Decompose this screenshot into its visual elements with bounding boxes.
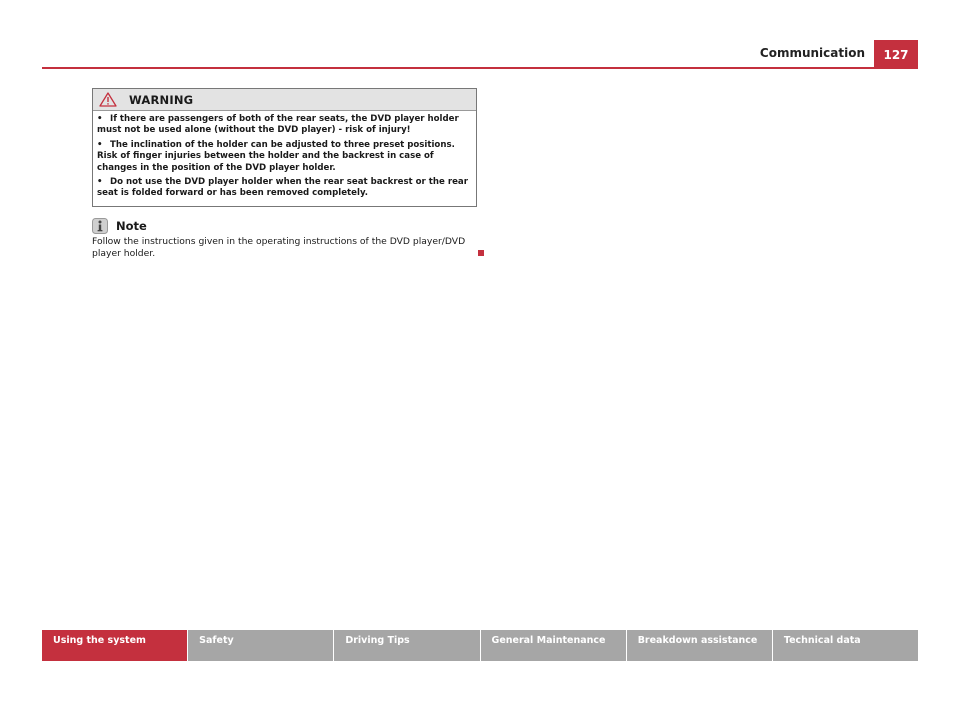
footer-tab-safety[interactable]: Safety <box>188 630 333 661</box>
warning-item-text: If there are passengers of both of the rear seats, the DVD player holder must not be used alone (without the DVD player) - risk of injury! <box>97 114 459 136</box>
footer-tab-general-maintenance[interactable]: General Maintenance <box>481 630 626 661</box>
bullet: • <box>97 139 103 150</box>
warning-header <box>93 89 476 111</box>
bullet: • <box>97 114 103 124</box>
warning-item <box>97 177 472 200</box>
info-icon <box>92 218 108 234</box>
bullet: • <box>97 177 103 188</box>
warning-item <box>97 140 472 174</box>
warning-title: WARNING <box>129 92 194 107</box>
warning-box <box>92 88 477 207</box>
warning-item-text: Do not use the DVD player holder when the rear seat backrest or the rear seat is folded forward or has been removed completely. <box>97 177 468 199</box>
warning-body <box>93 111 476 200</box>
header-rule <box>42 67 918 69</box>
warning-item <box>97 114 472 137</box>
note-text: Follow the instructions given in the operating instructions of the DVD player/DVD player holder. <box>92 236 466 260</box>
footer-tab-breakdown-assistance[interactable]: Breakdown assistance <box>627 630 772 661</box>
page-number: 127 <box>874 40 918 69</box>
footer-tab-using-the-system[interactable]: Using the system <box>42 630 187 661</box>
note-title: Note <box>116 219 147 233</box>
end-of-section-marker <box>478 250 484 256</box>
section-title: Communication <box>759 46 865 60</box>
warning-triangle-icon <box>99 92 117 107</box>
footer-tab-driving-tips[interactable]: Driving Tips <box>334 630 479 661</box>
warning-item-text: The inclination of the holder can be adjusted to three preset positions. Risk of finger injuries between the holder and the backrest in case of changes in the position of the DVD player holder. <box>97 139 455 173</box>
footer-navigation <box>42 630 918 661</box>
note-header <box>92 218 147 234</box>
footer-tab-technical-data[interactable]: Technical data <box>773 630 918 661</box>
